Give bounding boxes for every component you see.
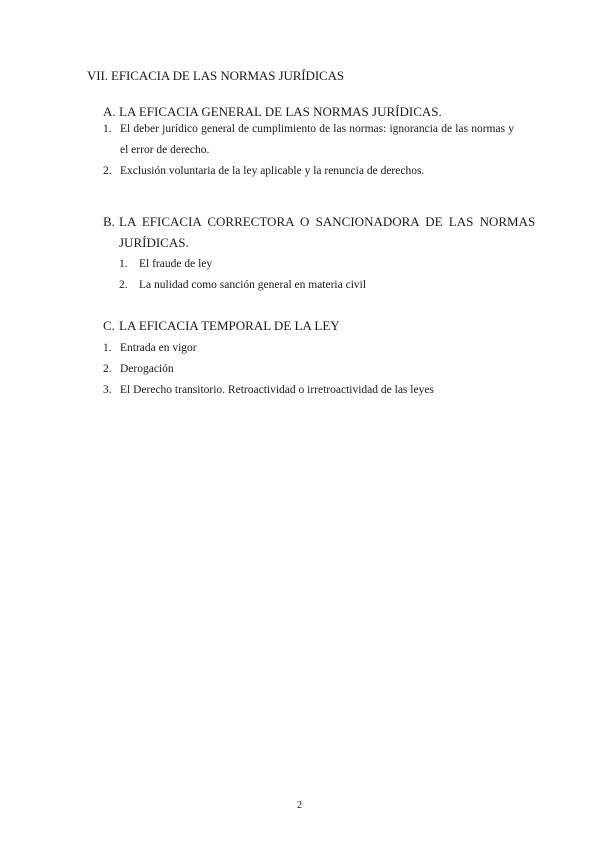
item-number: 1. — [103, 123, 112, 135]
item-text: Exclusión voluntaria de la ley aplicable y la renuncia de derechos. — [120, 165, 425, 177]
section-b-item-1 — [119, 254, 514, 275]
section-c-item-2 — [103, 359, 514, 380]
item-number: 2. — [119, 279, 128, 291]
section-b-item-2 — [119, 275, 514, 296]
item-number: 2. — [103, 165, 112, 177]
section-c-title: LA EFICACIA TEMPORAL DE LA LEY — [119, 318, 340, 333]
section-c-letter: C. — [103, 318, 115, 333]
section-c-item-3 — [103, 380, 514, 401]
item-text: Derogación — [120, 363, 174, 375]
item-number: 3. — [103, 384, 112, 396]
section-a-item-2 — [103, 161, 514, 182]
page-number: 2 — [297, 800, 302, 811]
item-text: Entrada en vigor — [120, 342, 197, 354]
item-number: 1. — [119, 258, 128, 270]
item-number: 2. — [103, 363, 112, 375]
section-a-item-1 — [103, 119, 514, 161]
item-text: El fraude de ley — [139, 258, 213, 270]
item-text: El Derecho transitorio. Retroactividad o irretroactividad de las leyes — [120, 384, 434, 396]
item-text: El deber jurídico general de cumplimiento de las normas: ignorancia de las normas y el error de derecho. — [120, 123, 514, 156]
section-b-letter: B. — [103, 214, 115, 229]
item-text: La nulidad como sanción general en materia civil — [139, 279, 367, 291]
chapter-title: VII. EFICACIA DE LAS NORMAS JURÍDICAS — [87, 68, 345, 83]
section-a-title: LA EFICACIA GENERAL DE LAS NORMAS JURÍDICAS. — [119, 104, 442, 119]
section-a-letter: A. — [103, 104, 116, 119]
section-b-title-line1: LA EFICACIA CORRECTORA O SANCIONADORA DE LAS NORMAS — [119, 214, 536, 229]
section-c-heading — [103, 318, 523, 336]
section-b-title-line2: JURÍDICAS. — [119, 235, 189, 250]
section-b-heading — [103, 214, 536, 232]
section-c-item-1 — [103, 338, 514, 359]
item-number: 1. — [103, 342, 112, 354]
